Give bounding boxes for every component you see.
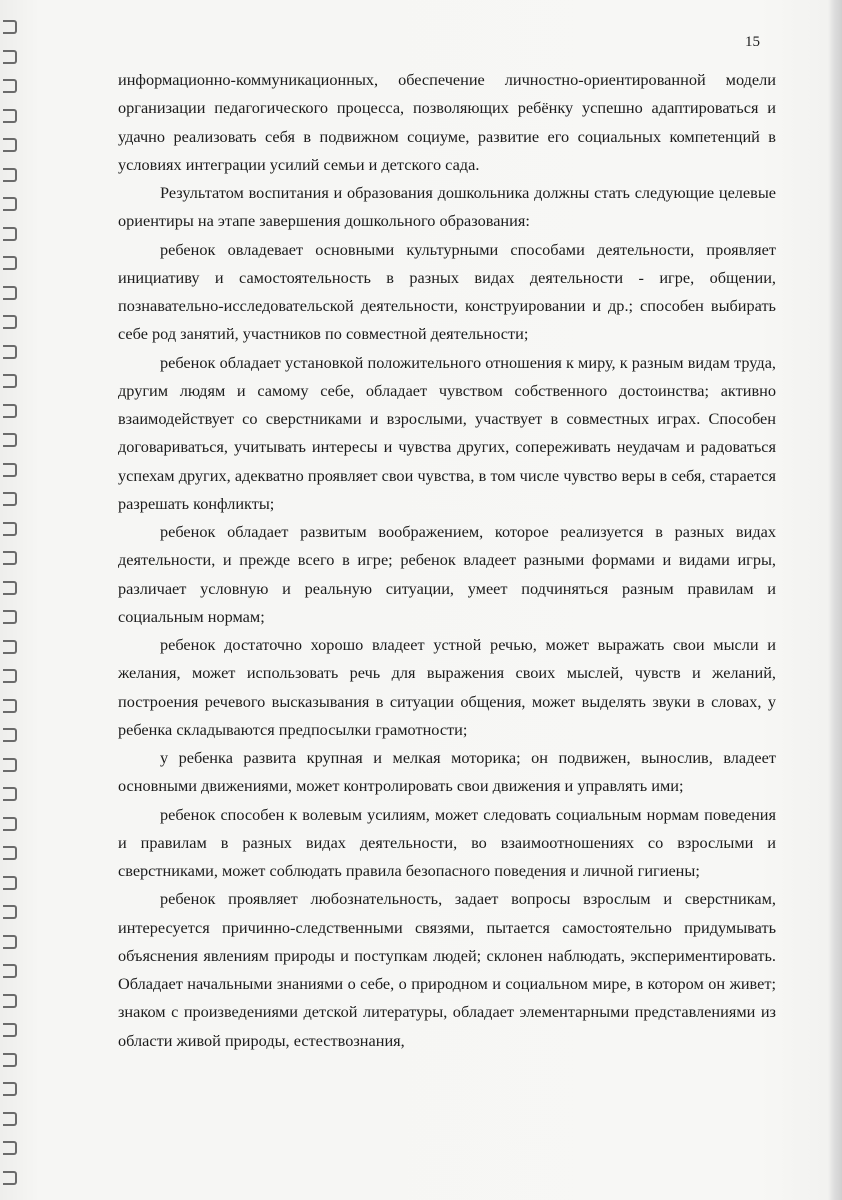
binding-ring (3, 728, 17, 742)
binding-ring (3, 758, 17, 772)
spiral-binding (0, 0, 24, 1200)
binding-ring (3, 522, 17, 536)
binding-ring (3, 79, 17, 93)
paragraph-imagination: ребенок обладает развитым воображением, которое реализуется в разных видах деятельности, и прежде всего в игре; ребенок владеет разными формами и видами игры, различает условную и реальную ситуации, умеет подчиняться разным правилам и социальным нормам; (118, 522, 776, 626)
binding-ring (3, 1112, 17, 1126)
paragraph-intro-continuation: информационно-коммуникационных, обеспечение личностно-ориентированной модели организации педагогического процесса, позволяющих ребёнку успешно адаптироваться и удачно реализовать себя в подвижном социуме, развитие его социальных компетенций в условиях интеграции усилий семьи и детского сада. (118, 70, 776, 174)
paragraph-curiosity: ребенок проявляет любознательность, задает вопросы взрослым и сверстникам, интересуется причинно-следственными связями, пытается самостоятельно придумывать объяснения явлениям природы и поступкам людей; склонен наблюдать, экспериментировать. Обладает начальными знаниями о себе, о природном и социальном мире, в котором он живет; знаком с произведениями детской литературы, обладает элементарными представлениями из области живой природы, естествознания, (118, 889, 776, 1050)
binding-ring (3, 227, 17, 241)
paragraph-motor-skills: у ребенка развита крупная и мелкая моторика; он подвижен, вынослив, владеет основными движениями, может контролировать свои движения и управлять ими; (118, 748, 776, 796)
binding-ring (3, 315, 17, 329)
binding-ring (3, 964, 17, 978)
binding-ring (3, 20, 17, 34)
binding-ring (3, 404, 17, 418)
binding-ring (3, 669, 17, 683)
binding-ring (3, 817, 17, 831)
binding-ring (3, 551, 17, 565)
paragraph-activity: ребенок овладевает основными культурными способами деятельности, проявляет инициативу и самостоятельность в разных видах деятельности - игре, общении, познавательно-исследовательской деятельности, конструировании и др.; способен выбирать себе род занятий, участников по совместной деятельности; (118, 239, 776, 344)
binding-ring (3, 610, 17, 624)
paragraph-speech: ребенок достаточно хорошо владеет устной речью, может выражать свои мысли и желания, может использовать речь для выражения своих мыслей, чувств и желаний, построения речевого высказывания в ситуации общения, может выделять звуки в словах, у ребенка складываются предпосылки грамотности; (118, 635, 776, 739)
paragraph-targets-intro: Результатом воспитания и образования дошкольника должны стать следующие целевые ориентиры на этапе завершения дошкольного образования: (118, 183, 776, 231)
binding-ring (3, 846, 17, 860)
binding-ring (3, 138, 17, 152)
binding-ring (3, 374, 17, 388)
binding-ring (3, 905, 17, 919)
body-text (118, 66, 776, 1055)
binding-ring (3, 935, 17, 949)
binding-ring (3, 640, 17, 654)
binding-ring (3, 197, 17, 211)
binding-ring (3, 50, 17, 64)
paragraph-attitude: ребенок обладает установкой положительного отношения к миру, к разным видам труда, другим людям и самому себе, обладает чувством собственного достоинства; активно взаимодействует со сверстниками и взрослыми, участвует в совместных играх. Способен договариваться, учитывать интересы и чувства других, сопереживать неудачам и радоваться успехам других, адекватно проявляет свои чувства, в том числе чувство веры в себя, старается разрешать конфликты; (118, 352, 776, 513)
binding-ring (3, 787, 17, 801)
binding-ring (3, 463, 17, 477)
binding-ring (3, 345, 17, 359)
binding-ring (3, 1053, 17, 1067)
page-number: 15 (745, 34, 760, 50)
binding-ring (3, 699, 17, 713)
binding-ring (3, 256, 17, 270)
binding-ring (3, 1141, 17, 1155)
binding-ring (3, 109, 17, 123)
page-edge-shadow (828, 0, 842, 1200)
paragraph-volition: ребенок способен к волевым усилиям, может следовать социальным нормам поведения и правилам в разных видах деятельности, во взаимоотношениях со взрослыми и сверстниками, может соблюдать правила безопасного поведения и личной гигиены; (118, 804, 776, 880)
binding-ring (3, 876, 17, 890)
binding-ring (3, 433, 17, 447)
binding-ring (3, 1171, 17, 1185)
binding-ring (3, 492, 17, 506)
binding-ring (3, 1023, 17, 1037)
binding-ring (3, 286, 17, 300)
binding-ring (3, 994, 17, 1008)
binding-ring (3, 1082, 17, 1096)
binding-ring (3, 581, 17, 595)
binding-ring (3, 168, 17, 182)
